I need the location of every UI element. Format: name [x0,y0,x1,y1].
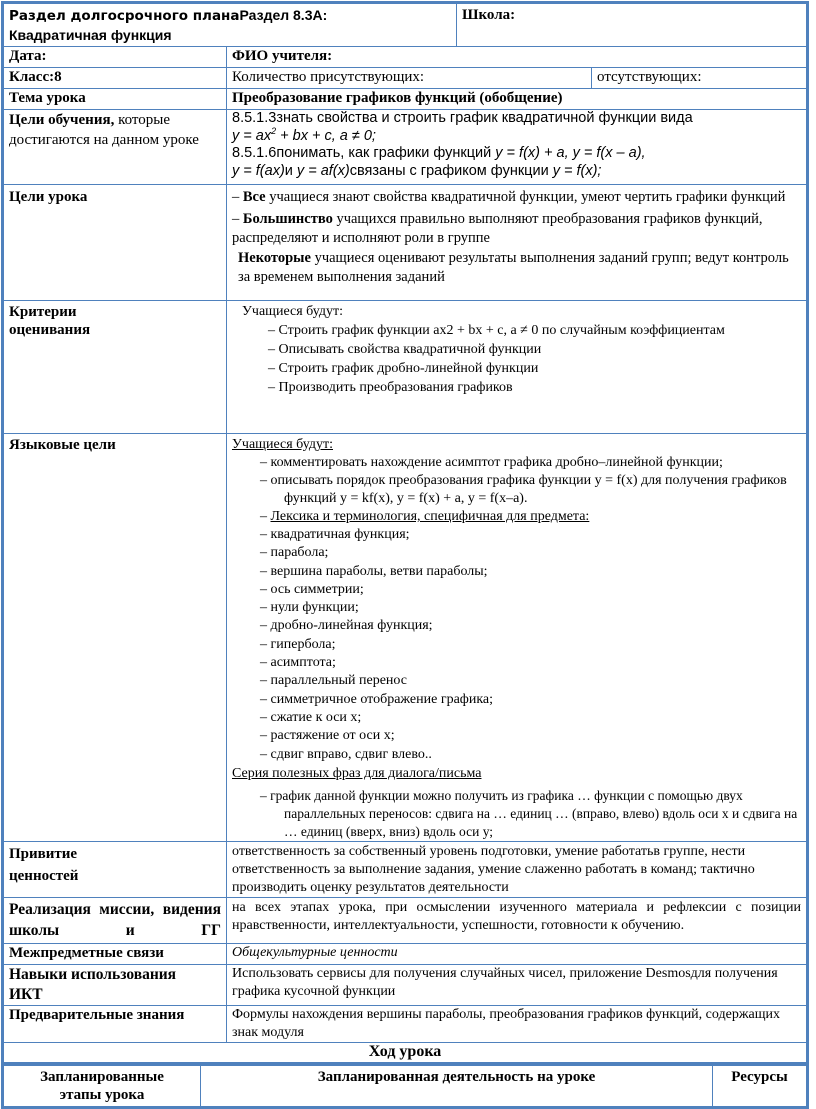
phrases-heading: Серия полезных фраз для диалога/письма [232,765,482,781]
date-label: Дата: [9,48,47,64]
criteria-value-cell [227,301,808,434]
prior-knowledge-value-cell [227,1005,808,1042]
present-cell [227,68,592,89]
lesson-plan-table [1,1,809,1065]
present-label: Количество присутствующих: [232,69,425,85]
values-text: ответственность за собственный уровень подготовки, умение работатьв группе, нести ответственность за выполнение задания, умение слаженно работать в команд; тактично производить оценку результатов деятельности [232,843,755,895]
lesson-flow-table [1,1065,809,1109]
topic-value: Преобразование графиков функций (обобщение) [232,90,563,106]
mission-label: Реализация миссии, видения школы и ГГ [9,900,221,939]
ict-row [3,964,808,1005]
vocab-heading-line: – Лексика и терминология, специфичная для предмета: [260,509,590,524]
cross-curricular-value-cell [227,943,808,964]
language-goals-label: Языковые цели [9,437,116,453]
lesson-goal-some: Некоторые учащиеся оценивают результаты выполнения заданий групп; ведут контроль за временем выполнения заданий [238,250,789,285]
vocab-item: – вершина параболы, ветви параболы; [260,563,488,579]
vocab-list [232,526,801,764]
ict-label-cell [3,964,227,1005]
topic-label: Тема урока [9,90,86,106]
language-goal-item: – описывать порядок преобразования графика функции y = f(x) для получения графиков функций y = kf(x), y = f(x) + a, y = f(x–a). [260,473,787,506]
date-row [3,47,808,68]
mission-label-cell [3,897,227,943]
prior-knowledge-text: Формулы нахождения вершины параболы, преобразования графиков функций, содержащих знак модуля [232,1006,780,1040]
lesson-flow-title: Ход урока [368,1042,442,1060]
col-stages-cell [3,1065,201,1107]
class-label: Класс:8 [9,69,62,85]
learning-goals-label-bold: Цели обучения, [9,112,115,128]
section-topic: Квадратичная функция [9,27,172,43]
absent-cell [592,68,808,89]
vocab-item: – сжатие к оси х; [260,709,362,725]
teacher-label: ФИО учителя: [232,48,333,64]
values-row [3,841,808,897]
learning-goal-2: 8.5.1.6понимать, как графики функций y = f(x) + a, y = f(x – a), [232,145,646,161]
class-row [3,68,808,89]
lesson-goal-all: – Все учащиеся знают свойства квадратичной функции, умеют чертить графики функций [232,189,786,205]
date-cell [3,47,227,68]
vocab-item: – растяжение от оси х; [260,728,395,744]
lesson-goals-label-cell [3,185,227,301]
language-goals-label-cell [3,434,227,842]
mission-value-cell [227,897,808,943]
mission-text: на всех этапах урока, при осмыслении изученного материала и рефлексии с позиции нравственности, интеллектуальности, успешности, готовности к обучению. [232,899,802,933]
vocab-item: – асимптота; [260,655,336,671]
criteria-item: – Производить преобразования графиков [268,380,513,395]
lesson-goals-row [3,185,808,301]
ict-label: Навыки использования ИКТ [9,965,177,1003]
learning-goals-label-rest: которые достигаются на данном уроке [9,112,199,148]
learning-goal-2-cont: y = f(ax)и y = af(x)связаны с графиком функции y = f(x); [232,162,602,179]
lesson-plan-page [1,1,806,1109]
learning-goal-1: 8.5.1.3знать свойства и строить график квадратичной функции вида [232,110,693,126]
vocab-item: – нули функции; [260,600,359,616]
vocab-item: – квадратичная функция; [260,527,410,542]
lesson-goal-most: – Большинство учащихся правильно выполняют преобразования графиков функций, распределяют и исполняют роли в группе [232,211,763,246]
col-resources: Ресурсы [731,1068,788,1085]
vocab-item: – параллельный перенос [260,673,407,689]
teacher-cell [227,47,808,68]
school-cell [457,3,808,47]
school-label: Школа: [462,7,516,23]
lesson-flow-title-row [3,1042,808,1063]
col-activity-cell [201,1065,713,1107]
col-resources-cell [713,1065,808,1107]
values-label-cell [3,841,227,897]
col-stages: Запланированные этапы урока [40,1068,164,1103]
learning-goal-1-formula: $y = ax^2$ + bx + c, a ≠ 0; [232,125,376,144]
language-goals-row [3,434,808,842]
ict-value-cell [227,964,808,1005]
values-value-cell [227,841,808,897]
absent-label: отсутствующих: [597,69,702,85]
values-label: Привитие ценностей [9,845,79,884]
phrase-item: – график данной функции можно получить из графика … функции с помощью двух параллельных переносов: сдвига на … единиц … (вправо, влево) вдоль оси х и сдвига на … единиц (вверх, вниз) вдоль оси у; [260,787,798,839]
vocab-item: – гипербола; [260,636,336,652]
criteria-label-cell [3,301,227,434]
language-goal-item: – комментировать нахождение асимптот графика дробно–линейной функции; [260,455,723,470]
cross-curricular-text: Общекультурные ценности [232,944,398,960]
lesson-flow-title-cell [3,1042,808,1063]
prior-knowledge-row [3,1005,808,1042]
learning-goals-row [3,110,808,185]
section-value: Раздел 8.3А: [239,7,328,23]
topic-value-cell [227,89,808,110]
header-row [3,3,808,47]
learning-goals-label-cell [3,110,227,185]
vocab-item: – парабола; [260,545,329,561]
vocab-item: – сдвиг вправо, сдвиг влево.. [260,746,432,762]
section-label: Раздел долгосрочного плана [9,8,240,24]
lesson-goals-label: Цели урока [9,189,88,205]
prior-knowledge-label: Предварительные знания [9,1006,185,1023]
cross-curricular-row [3,943,808,964]
lesson-flow-header-row [3,1065,808,1107]
section-cell [3,3,457,47]
lesson-goals-value-cell [227,185,808,301]
criteria-item: – Описывать свойства квадратичной функции [268,342,542,357]
prior-knowledge-label-cell [3,1005,227,1042]
criteria-item: – Строить график дробно-линейной функции [268,361,539,376]
language-goals-intro: Учащиеся будут: [232,437,333,452]
criteria-label: Критерии оценивания [9,304,91,338]
criteria-intro: Учащиеся будут: [242,304,343,319]
ict-text: Использовать сервисы для получения случайных чисел, приложение Desmosдля получения графика кусочной функции [232,965,778,999]
vocab-item: – ось симметрии; [260,581,364,597]
topic-row [3,89,808,110]
class-cell [3,68,227,89]
language-goals-value-cell [227,434,808,842]
vocab-item: – симметричное отображение графика; [260,691,494,707]
topic-label-cell [3,89,227,110]
vocab-item: – дробно-линейная функция; [260,618,433,634]
learning-goals-value-cell [227,110,808,185]
cross-curricular-label-cell [3,943,227,964]
mission-row [3,897,808,943]
criteria-item: – Строить график функции ax2 + bx + c, a ≠ 0 по случайным коэффициентам [268,323,725,338]
criteria-row [3,301,808,434]
cross-curricular-label: Межпредметные связи [9,944,164,961]
col-activity: Запланированная деятельность на уроке [317,1068,596,1085]
vocab-heading: Лексика и терминология, специфичная для предмета: [270,509,590,524]
